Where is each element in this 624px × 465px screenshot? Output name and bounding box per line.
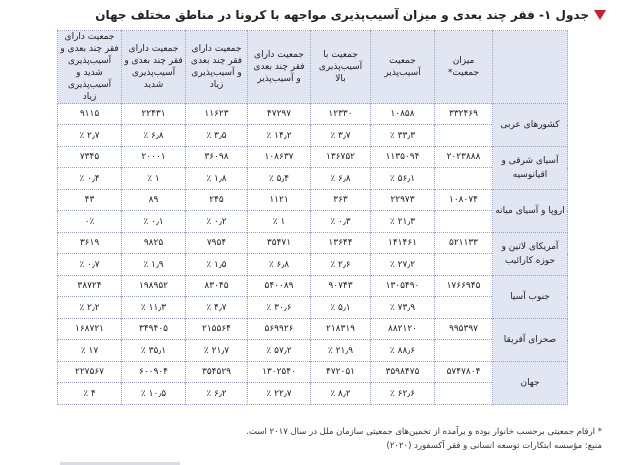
- percent-cell: ۳۰٫۶ ٪: [248, 297, 311, 319]
- count-cell: ۲۲۴۳۱: [122, 104, 186, 125]
- percent-cell: ۱٫۹ ٪: [122, 254, 186, 276]
- population-empty-cell: [435, 340, 493, 362]
- data-table: [57, 30, 568, 405]
- percent-cell: ۳۳٫۳ ٪: [371, 125, 435, 147]
- population-cell: ۵۲۱۱۳۳: [435, 233, 493, 254]
- percent-cell: ۶٫۸ ٪: [311, 168, 371, 190]
- count-cell: ۲۴۵: [186, 190, 248, 211]
- footnote-population: * ارقام جمعیتی برحسب خانوار بوده و برآمده از تخمین‌های جمعیتی سازمان ملل در سال ۲۰۱۷ است.: [246, 427, 602, 437]
- count-cell: ۲۰۰۰۱: [122, 147, 186, 168]
- table-row: [58, 319, 568, 340]
- count-cell: ۳۶۰۹۸: [186, 147, 248, 168]
- count-cell: ۷۳۴۵: [58, 147, 122, 168]
- count-cell: ۱۱۶۲۳: [186, 104, 248, 125]
- table-row: [58, 190, 568, 211]
- count-cell: ۴۷۲۰۵۱: [311, 362, 371, 383]
- region-cell: صحرای آفریقا: [493, 319, 568, 362]
- table-row: [58, 104, 568, 125]
- header-cell-high-vulnerable: جمعیت با آسیب‌پذیری بالا: [311, 31, 371, 104]
- header-cell-mpi-severe-high: جمعیت دارای فقر چند بعدی و آسیب‌پذیری شدید و آسیب‌پذیری زیاد: [58, 31, 122, 104]
- percent-cell: ۴ ٪: [58, 383, 122, 405]
- percent-cell: ۲٫۶ ٪: [311, 254, 371, 276]
- population-empty-cell: [435, 168, 493, 190]
- header-cell-population: میزان جمعیت*: [435, 31, 493, 104]
- count-cell: ۸۳۰۴۵: [186, 276, 248, 297]
- count-cell: ۱۶۸۷۲۱: [58, 319, 122, 340]
- count-cell: ۱۴۱۴۶۱: [371, 233, 435, 254]
- percent-cell: ۱۷ ٪: [58, 340, 122, 362]
- percent-cell: ۰٫۴ ٪: [58, 168, 122, 190]
- count-cell: ۱۹۸۹۵۲: [122, 276, 186, 297]
- population-empty-cell: [435, 125, 493, 147]
- percent-cell: ۴٫۷ ٪: [186, 297, 248, 319]
- count-cell: ۹۸۲۵: [122, 233, 186, 254]
- percent-cell: ۵۷٫۲ ٪: [248, 340, 311, 362]
- count-cell: ۴۳: [58, 190, 122, 211]
- percent-cell: ۶۲٫۶ ٪: [371, 383, 435, 405]
- table-row-percent: [58, 383, 568, 405]
- population-empty-cell: [435, 254, 493, 276]
- percent-cell: ۲۱٫۳ ٪: [371, 211, 435, 233]
- population-cell: ۳۳۲۴۶۹: [435, 104, 493, 125]
- table-row: [58, 233, 568, 254]
- count-cell: ۱۰۸۶۳۷: [248, 147, 311, 168]
- count-cell: ۲۱۸۳۱۹: [311, 319, 371, 340]
- percent-cell: ۳٫۷ ٪: [311, 125, 371, 147]
- header-cell-mpi-severe: جمعیت دارای فقر چند بعدی و آسیب‌پذیری شدید: [122, 31, 186, 104]
- count-cell: ۸۹: [122, 190, 186, 211]
- population-cell: ۱۰۸۰۷۴: [435, 190, 493, 211]
- count-cell: ۸۸۲۱۲۰: [371, 319, 435, 340]
- count-cell: ۶۰۰۹۰۴: [122, 362, 186, 383]
- percent-cell: ۵٫۴ ٪: [248, 168, 311, 190]
- table-row-percent: [58, 211, 568, 233]
- footnote-source: منبع: مؤسسه ابتکارات توسعه انسانی و فقر آکسفورد (۲۰۲۰): [386, 441, 602, 451]
- count-cell: ۲۲۹۷۳: [371, 190, 435, 211]
- percent-cell: ۲٫۲ ٪: [58, 297, 122, 319]
- table-row: [58, 147, 568, 168]
- count-cell: ۹۰۷۴۳: [311, 276, 371, 297]
- count-cell: ۳۵۴۷۱: [248, 233, 311, 254]
- percent-cell: ۷۳٫۹ ٪: [371, 297, 435, 319]
- percent-cell: ۲۱٫۹ ٪: [311, 340, 371, 362]
- percent-cell: ۶٫۲ ٪: [186, 383, 248, 405]
- table-row: [58, 276, 568, 297]
- percent-cell: ۸٫۲ ٪: [311, 383, 371, 405]
- percent-cell: ۱٫۵ ٪: [186, 254, 248, 276]
- footnotes: [18, 425, 602, 453]
- header-row: [58, 31, 568, 104]
- count-cell: ۹۱۱۵: [58, 104, 122, 125]
- percent-cell: ۱۱٫۳ ٪: [122, 297, 186, 319]
- percent-cell: ۰٫۱ ٪: [122, 211, 186, 233]
- percent-cell: ۲۲٫۷ ٪: [248, 383, 311, 405]
- count-cell: ۱۱۳۵۰۹۴: [371, 147, 435, 168]
- percent-cell: ۳٫۵ ٪: [186, 125, 248, 147]
- population-cell: ۹۹۵۳۹۷: [435, 319, 493, 340]
- percent-cell: ۲۷٫۲ ٪: [371, 254, 435, 276]
- population-empty-cell: [435, 297, 493, 319]
- percent-cell: ۰٫۷ ٪: [58, 254, 122, 276]
- count-cell: ۱۱۲۱: [248, 190, 311, 211]
- percent-cell: ۰٪: [58, 211, 122, 233]
- population-cell: ۲۰۲۳۸۸۸: [435, 147, 493, 168]
- count-cell: ۴۷۲۹۷: [248, 104, 311, 125]
- count-cell: ۱۲۳۳۰: [311, 104, 371, 125]
- percent-cell: ۰٫۳ ٪: [311, 211, 371, 233]
- percent-cell: ۲٫۷ ٪: [58, 125, 122, 147]
- header-cell-mpi-vulnerable: جمعیت دارای فقر چند بعدی و آسیب‌پذیر: [248, 31, 311, 104]
- header-cell-vulnerable: جمعیت آسیب‌پذیر: [371, 31, 435, 104]
- percent-cell: ۶٫۸ ٪: [248, 254, 311, 276]
- count-cell: ۱۳۰۲۵۴۰: [248, 362, 311, 383]
- percent-cell: ۸۸٫۶ ٪: [371, 340, 435, 362]
- region-cell: آمریکای لاتین و حوزه کارائیب: [493, 233, 568, 276]
- population-empty-cell: [435, 383, 493, 405]
- percent-cell: ۵۶٫۱ ٪: [371, 168, 435, 190]
- table-row-percent: [58, 340, 568, 362]
- region-cell: کشورهای عربی: [493, 104, 568, 147]
- table-row: [58, 362, 568, 383]
- percent-cell: ۱۰٫۵ ٪: [122, 383, 186, 405]
- region-cell: اروپا و آسیای میانه: [493, 190, 568, 233]
- percent-cell: ۱ ٪: [122, 168, 186, 190]
- count-cell: ۱۳۶۷۵۲: [311, 147, 371, 168]
- region-cell: جهان: [493, 362, 568, 405]
- count-cell: ۱۳۶۴۴: [311, 233, 371, 254]
- percent-cell: ۳۵٫۱ ٪: [122, 340, 186, 362]
- count-cell: ۳۶۱۹: [58, 233, 122, 254]
- count-cell: ۲۱۵۵۶۴: [186, 319, 248, 340]
- percent-cell: ۰٫۲ ٪: [186, 211, 248, 233]
- table-row-percent: [58, 125, 568, 147]
- population-empty-cell: [435, 211, 493, 233]
- count-cell: ۲۲۷۵۶۷: [58, 362, 122, 383]
- table-row-percent: [58, 168, 568, 190]
- population-cell: ۱۷۶۶۹۴۵: [435, 276, 493, 297]
- table-row-percent: [58, 297, 568, 319]
- count-cell: ۵۴۰۰۸۹: [248, 276, 311, 297]
- percent-cell: ۲۱٫۷ ٪: [186, 340, 248, 362]
- percent-cell: ۱ ٪: [248, 211, 311, 233]
- table-caption: [18, 4, 606, 26]
- count-cell: ۵۶۹۹۲۶: [248, 319, 311, 340]
- count-cell: ۱۳۰۵۴۹۰: [371, 276, 435, 297]
- percent-cell: ۱٫۸ ٪: [186, 168, 248, 190]
- header-cell-corner: [493, 31, 568, 104]
- table-title: جدول ۱- فقر چند بعدی و میزان آسیب‌پذیری مواجهه با کرونا در مناطق مختلف جهان: [95, 8, 589, 22]
- percent-cell: ۶٫۸ ٪: [122, 125, 186, 147]
- table-row-percent: [58, 254, 568, 276]
- count-cell: ۳۶۳: [311, 190, 371, 211]
- region-cell: آسیای شرقی و اقیانوسیه: [493, 147, 568, 190]
- header-cell-mpi-high: جمعیت دارای فقر چند بعدی و آسیب‌پذیری زیاد: [186, 31, 248, 104]
- count-cell: ۱۰۸۵۸: [371, 104, 435, 125]
- count-cell: ۷۹۵۴: [186, 233, 248, 254]
- count-cell: ۳۵۹۸۴۷۵: [371, 362, 435, 383]
- percent-cell: ۱۴٫۲ ٪: [248, 125, 311, 147]
- population-cell: ۵۷۴۷۸۰۴: [435, 362, 493, 383]
- count-cell: ۳۴۹۴۰۵: [122, 319, 186, 340]
- count-cell: ۳۸۷۲۴: [58, 276, 122, 297]
- triangle-marker-icon: [594, 10, 606, 20]
- percent-cell: ۵٫۱ ٪: [311, 297, 371, 319]
- count-cell: ۳۵۴۵۲۹: [186, 362, 248, 383]
- region-cell: جنوب آسیا: [493, 276, 568, 319]
